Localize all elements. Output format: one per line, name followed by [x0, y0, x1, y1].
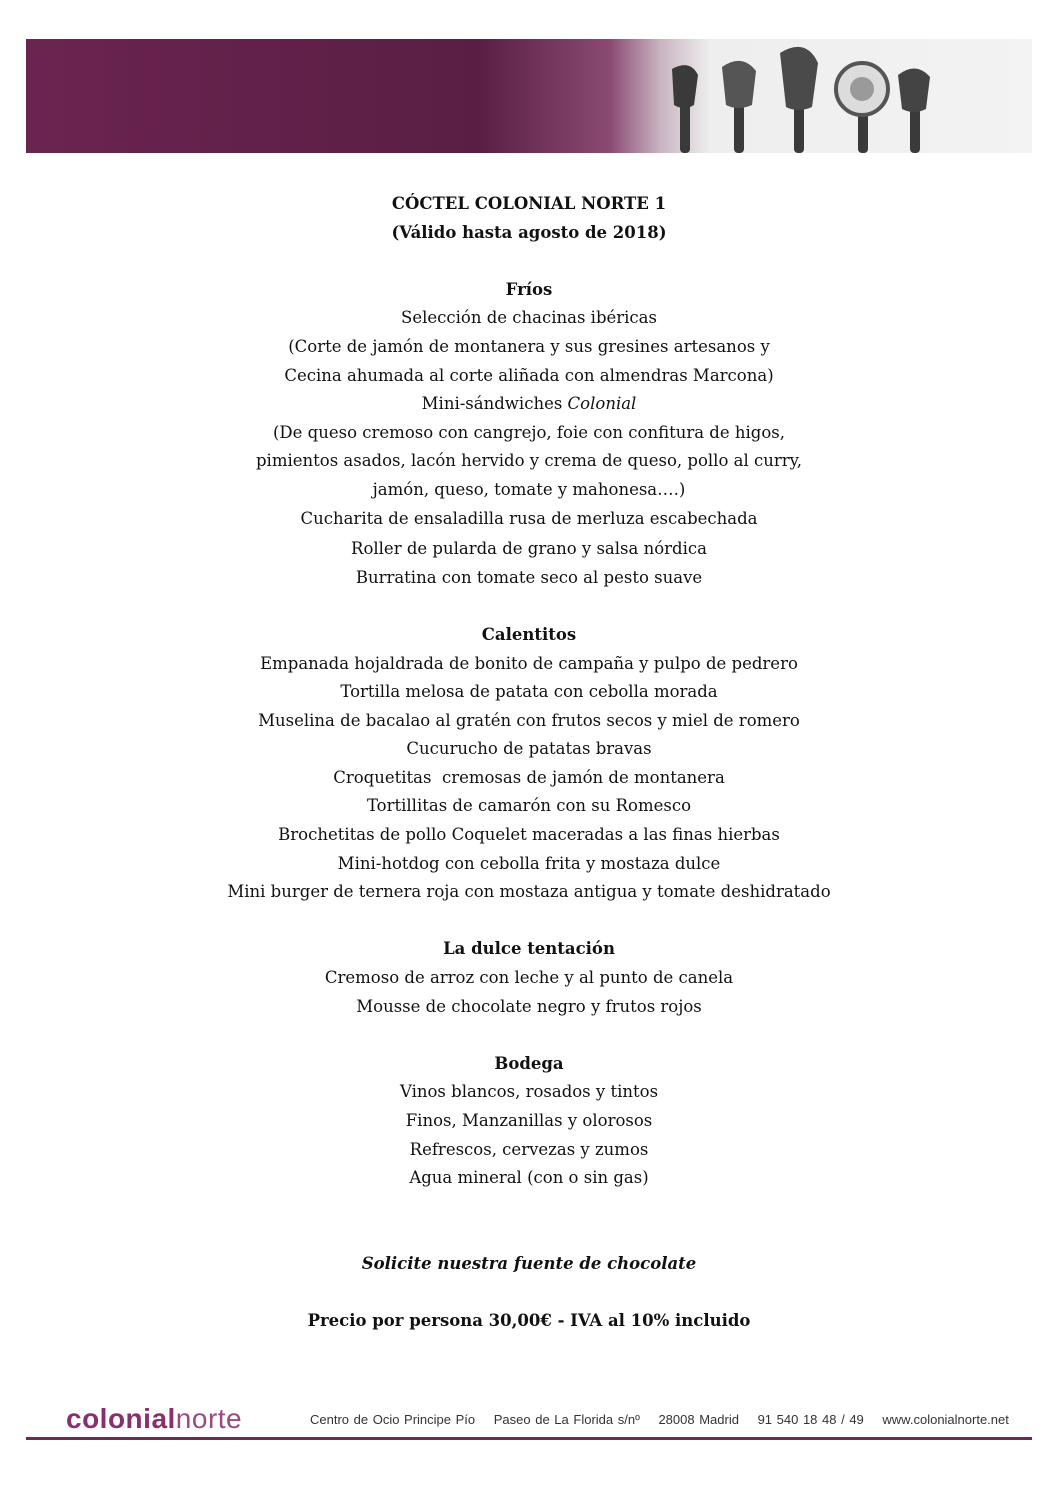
menu-item: Roller de pularda de grano y salsa nórdica [351, 539, 707, 559]
menu-item: Vinos blancos, rosados y tintos [399, 1082, 659, 1102]
promo-text: Solicite nuestra fuente de chocolate [361, 1253, 697, 1273]
forks-food-image-icon [662, 39, 962, 153]
section-heading-frios: Fríos [505, 279, 553, 299]
menu-item: Croquetitas cremosas de jamón de montanera [333, 767, 725, 787]
menu-item: Cucurucho de patatas bravas [406, 739, 652, 759]
menu-item: Tortillitas de camarón con su Romesco [366, 796, 692, 816]
logo-light: norte [175, 1403, 243, 1434]
menu-item: Refrescos, cervezas y zumos [409, 1139, 649, 1159]
section-heading-calentitos: Calentitos [481, 624, 577, 644]
menu-content [0, 190, 1058, 1336]
price-text: Precio por persona 30,00€ - IVA al 10% incluido [307, 1310, 751, 1330]
menu-item: Empanada hojaldrada de bonito de campaña y pulpo de pedrero [260, 653, 798, 673]
menu-item: Finos, Manzanillas y olorosos [405, 1111, 653, 1130]
menu-item: Cecina ahumada al corte aliñada con almendras Marcona) [284, 365, 774, 385]
section-heading-bodega: Bodega [494, 1053, 564, 1073]
footer-address-city: 28008 Madrid [658, 1412, 739, 1427]
menu-item: (De queso cremoso con cangrejo, foie con confitura de higos, [273, 422, 785, 442]
menu-item: Muselina de bacalao al gratén con frutos secos y miel de romero [258, 710, 800, 730]
footer-address-street: Paseo de La Florida s/nº [493, 1412, 640, 1427]
menu-item: Agua mineral (con o sin gas) [409, 1168, 649, 1188]
menu-item: Cucharita de ensaladilla rusa de merluza escabechada [300, 508, 758, 528]
section-heading-dulce: La dulce tentación [443, 939, 615, 959]
menu-validity: (Válido hasta agosto de 2018) [391, 222, 667, 242]
menu-item: Selección de chacinas ibéricas [401, 308, 657, 328]
menu-item: Burratina con tomate seco al pesto suave [355, 567, 703, 587]
brand-logo [66, 1403, 242, 1435]
footer-phone: 91 540 18 48 / 49 [757, 1412, 864, 1427]
menu-item-sandwiches [0, 390, 1058, 419]
footer-address-venue: Centro de Ocio Principe Pío [310, 1412, 476, 1427]
menu-item-emphasis: Colonial [567, 394, 637, 414]
footer-contact [310, 1412, 1023, 1427]
menu-item: Mousse de chocolate negro y frutos rojos [356, 996, 702, 1016]
menu-item: pimientos asados, lacón hervido y crema de queso, pollo al curry, [255, 451, 802, 471]
menu-item: Mini burger de ternera roja con mostaza antigua y tomate deshidratado [227, 882, 831, 902]
menu-item: Cremoso de arroz con leche y al punto de canela [324, 968, 734, 988]
logo-bold: colonial [66, 1403, 176, 1434]
menu-item: Tortilla melosa de patata con cebolla morada [340, 682, 718, 702]
menu-item-text: Mini-sándwiches [421, 394, 568, 414]
menu-item: jamón, queso, tomate y mahonesa….) [372, 479, 686, 499]
header-banner [26, 39, 1032, 153]
footer [26, 1403, 1032, 1440]
menu-item: (Corte de jamón de montanera y sus gresines artesanos y [288, 336, 770, 356]
footer-website: www.colonialnorte.net [882, 1412, 1009, 1427]
menu-item: Brochetitas de pollo Coquelet maceradas a las finas hierbas [278, 825, 780, 845]
menu-title: CÓCTEL COLONIAL NORTE 1 [391, 194, 667, 213]
menu-item: Mini-hotdog con cebolla frita y mostaza dulce [337, 853, 721, 873]
